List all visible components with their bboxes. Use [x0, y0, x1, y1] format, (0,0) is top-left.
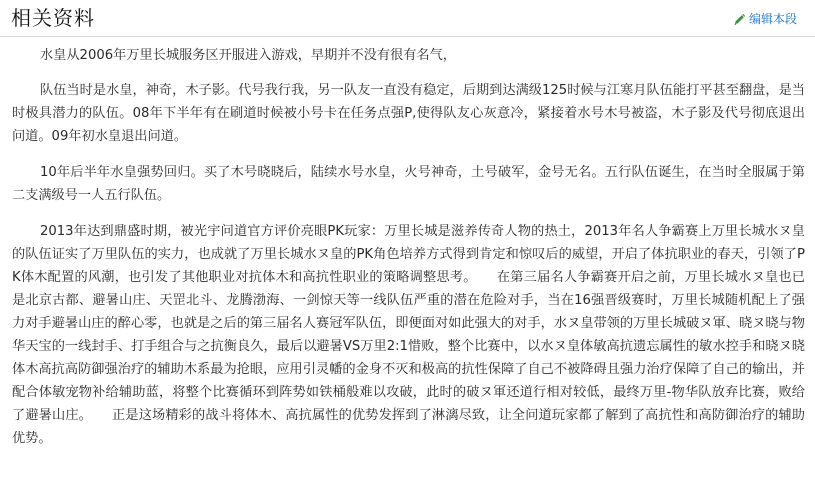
section-header	[0, 0, 815, 37]
paragraph-2: 队伍当时是水皇，神奇，木子影。代号我行我，另一队友一直没有稳定，后期到达满级125时候与江寒月队伍能打平甚至翻盘，是当时极具潜力的队伍。08年下半年有在刷道时候被小号卡在任务点强P,使得队友心灰意冷，紧接着水号木号被盗，木子影及代号彻底退出问道。09年初水皇退出问道。	[12, 83, 805, 144]
article-body	[12, 44, 805, 463]
section-title: 相关资料	[11, 6, 95, 30]
pencil-icon	[733, 13, 746, 26]
edit-section-button[interactable]	[733, 11, 797, 27]
paragraph-1: 水皇从2006年万里长城服务区开服进入游戏，早期并不没有很有名气，	[40, 48, 456, 63]
paragraph-3: 10年后半年水皇强势回归。买了木号晓晓后，陆续水号水皇，火号神奇，土号破军，金号无名。五行队伍诞生，在当时全服属于第二支满级号一人五行队伍。	[12, 165, 805, 203]
edit-section-label: 编辑本段	[748, 12, 797, 26]
paragraph-4: 2013年达到鼎盛时期，被光宇问道官方评价亮眼PK玩家：万里长城是滋养传奇人物的热土，2013年名人争霸赛上万里长城水ヌ皇的队伍证实了万里队伍的实力，也成就了万里长城水ヌ皇的PK角色培养方式得到肯定和惊叹后的威望，开启了体抗职业的春天，引领了PK体木配置的风潮，也引发了其他职业对抗体木和高抗性职业的策略调整思考。 在第三届名人争霸赛开启之前，万里长城水ヌ皇也已是北京古都、避暑山庄、天罡北斗、龙腾渤海、一剑惊天等一线队伍严重的潜在危险对手，当在16强晋级赛时，万里长城随机配上了强力对手避暑山庄的醉心零，也就是之后的第三届名人赛冠军队伍，即便面对如此强大的对手，水ヌ皇带领的万里长城破ヌ軍、晓ヌ晓与物华天宝的一线封手、打手组合与之抗衡良久，最后以避暑VS万里2:1惜败，整个比赛中，以水ヌ皇体敏高抗遗忘属性的敏水控手和晓ヌ晓体木高抗高防御强治疗的辅助木系最为抢眼，应用引灵幡的金身不灭和极高的抗性保障了自己不被降碍且强力治疗保障了自己的输出，并配合体敏宠物补给辅助蓝，将整个比赛循环到阵势如铁桶般难以攻破，此时的破ヌ軍还道行相对较低，最终万里-物华队放弃比赛，败给了避暑山庄。 正是这场精彩的战斗将体木、高抗属性的优势发挥到了淋漓尽致，让全问道玩家都了解到了高抗性和高防御治疗的辅助优势。	[12, 224, 805, 446]
